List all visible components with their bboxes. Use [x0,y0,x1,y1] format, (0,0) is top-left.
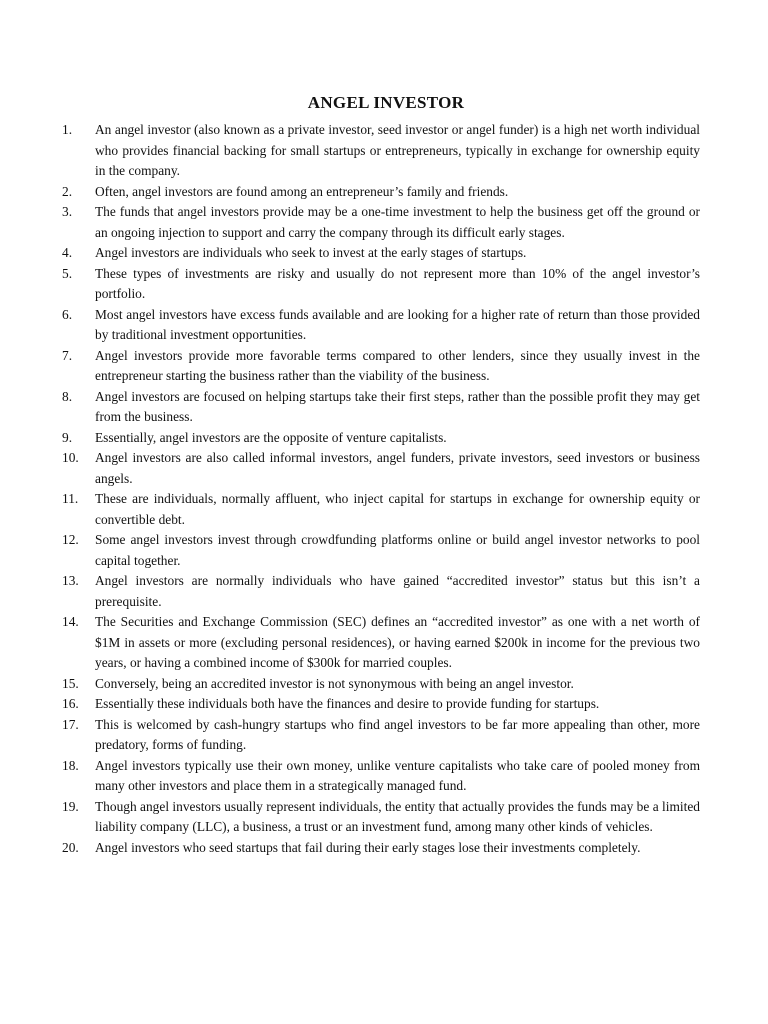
list-item-text: These are individuals, normally affluent, who inject capital for startups in exchange for ownership equity or convertible debt. [95,491,700,527]
list-item [62,530,700,571]
list-item [62,120,700,182]
list-item-text: Most angel investors have excess funds available and are looking for a higher rate of return than those provided by traditional investment opportunities. [95,306,700,342]
list-item-number: 10. [62,450,79,465]
list-item-text: Though angel investors usually represent individuals, the entity that actually provides the funds may be a limited liability company (LLC), a business, a trust or an investment fund, among many other kinds of vehicles. [95,798,700,834]
list-item-text: Conversely, being an accredited investor is not synonymous with being an angel investor. [95,675,574,691]
list-item-number: 7. [62,347,73,363]
list-item-number: 9. [62,429,73,445]
numbered-list [62,120,700,858]
list-item-text: These types of investments are risky and usually do not represent more than 10% of the angel investor’s portfolio. [95,265,700,301]
list-item-number: 15. [62,675,79,691]
list-item [62,674,700,695]
list-item-number: 4. [62,245,73,260]
list-item [62,838,700,859]
list-item-number: 8. [62,388,73,404]
list-item [62,489,700,530]
list-item-text: Essentially these individuals both have the finances and desire to provide funding for startups. [95,696,600,711]
list-item [62,715,700,756]
list-item [62,264,700,305]
list-item [62,346,700,387]
list-item-text: An angel investor (also known as a private investor, seed investor or angel funder) is a high net worth individual who provides financial backing for small startups or entrepreneurs, typically in exchange for ownership equity in the company. [95,122,700,178]
list-item-number: 13. [62,573,79,588]
list-item [62,387,700,428]
list-item [62,797,700,838]
list-item-text: This is welcomed by cash-hungry startups who find angel investors to be far more appealing than other, more predatory, forms of funding. [95,716,700,752]
list-item [62,243,700,264]
list-item [62,428,700,449]
list-item-number: 18. [62,757,79,773]
list-item-number: 14. [62,614,79,629]
list-item [62,694,700,715]
list-item-number: 1. [62,122,73,137]
list-item-number: 6. [62,306,73,322]
list-item-number: 20. [62,839,79,855]
list-item [62,756,700,797]
list-item-text: The funds that angel investors provide may be a one-time investment to help the business get off the ground or an ongoing injection to support and carry the company through its difficult early stages. [95,204,700,240]
list-item [62,448,700,489]
list-item [62,202,700,243]
list-item-text: Angel investors are individuals who seek to invest at the early stages of startups. [95,245,527,260]
list-item-text: Angel investors who seed startups that fail during their early stages lose their investments completely. [95,839,641,855]
list-item [62,571,700,612]
list-item-text: Often, angel investors are found among an entrepreneur’s family and friends. [95,183,509,199]
list-item [62,612,700,674]
list-item [62,182,700,203]
list-item-text: Angel investors provide more favorable terms compared to other lenders, since they usually invest in the entrepreneur starting the business rather than the viability of the business. [95,347,700,383]
list-item-number: 17. [62,716,79,732]
list-item-text: Angel investors are focused on helping startups take their first steps, rather than the possible profit they may get from the business. [95,388,700,424]
list-item-text: Essentially, angel investors are the opposite of venture capitalists. [95,429,447,445]
list-item-text: Angel investors are also called informal investors, angel funders, private investors, seed investors or business angels. [95,450,700,486]
list-item-number: 2. [62,183,73,199]
list-item-number: 3. [62,204,73,219]
list-item-number: 19. [62,798,79,814]
list-item-text: Some angel investors invest through crowdfunding platforms online or build angel investor networks to pool capital together. [95,532,700,568]
list-item-text: The Securities and Exchange Commission (SEC) defines an “accredited investor” as one with a net worth of $1M in assets or more (excluding personal residences), or having earned $200k in income for the previous two years, or having a combined income of $300k for married couples. [95,614,700,670]
list-item-number: 16. [62,696,79,711]
list-item-text: Angel investors typically use their own money, unlike venture capitalists who take care of pooled money from many other investors and place them in a strategically managed fund. [95,757,700,793]
page-title: ANGEL INVESTOR [307,93,465,112]
list-item-number: 11. [62,491,79,506]
list-item-text: Angel investors are normally individuals who have gained “accredited investor” status but this isn’t a prerequisite. [95,573,700,609]
list-item [62,305,700,346]
list-item-number: 12. [62,532,79,547]
list-item-number: 5. [62,265,73,281]
